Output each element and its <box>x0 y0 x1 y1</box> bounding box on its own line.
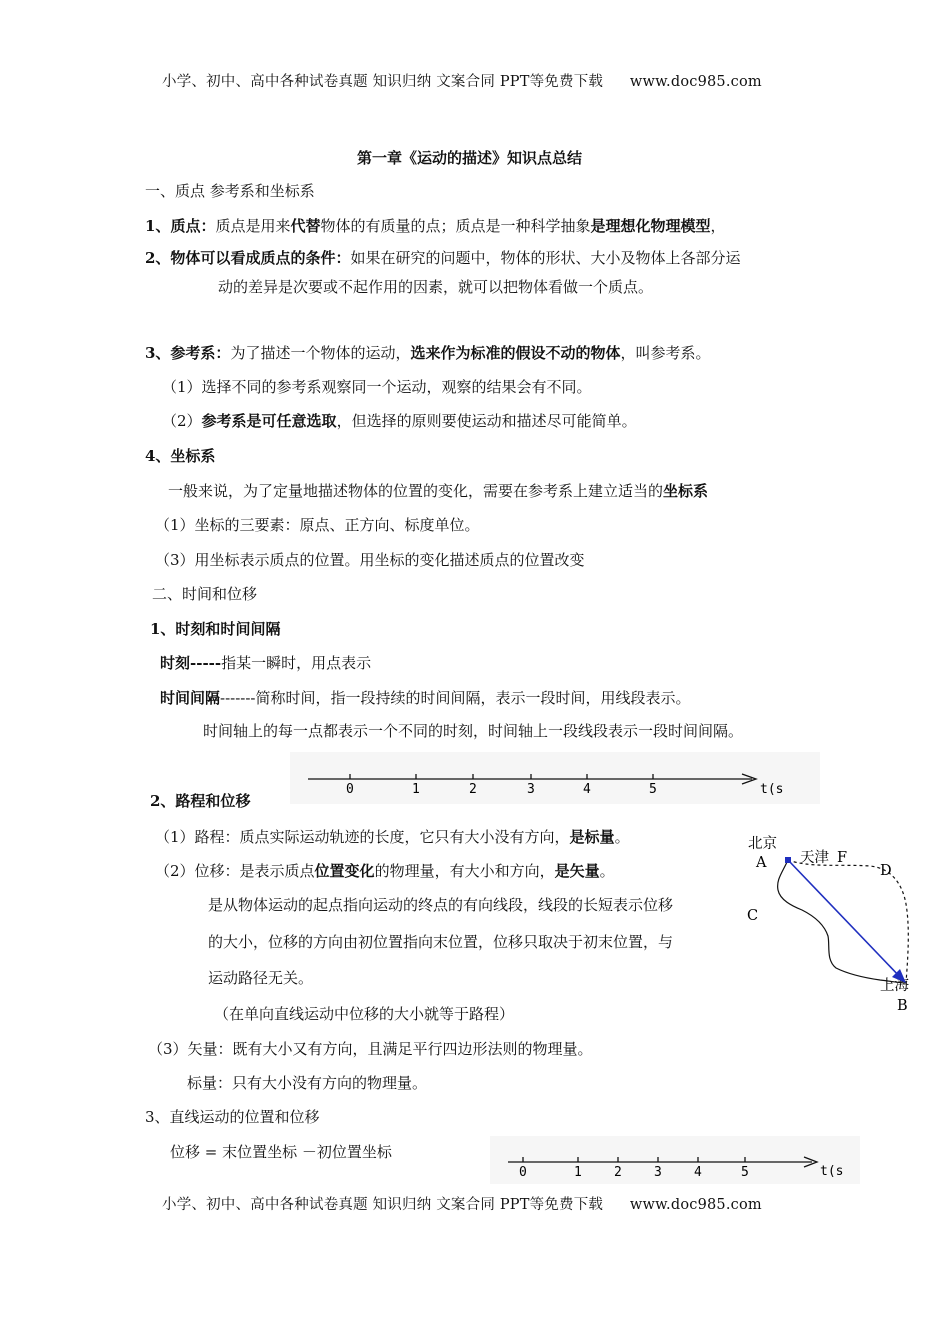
point-4-sub-3: （3）用坐标表示质点的位置。用坐标的变化描述质点的位置改变 <box>155 551 585 569</box>
page-title: 第一章《运动的描述》知识点总结 <box>357 149 583 167</box>
time-axis-2-tick-label-2: 2 <box>614 1165 622 1180</box>
displacement-def: （2）位移：是表示质点位置变化的物理量，有大小和方向，是矢量。 <box>155 862 615 880</box>
displacement-line-3: 运动路径无关。 <box>208 969 314 987</box>
displacement-line-4: （在单向直线运动中位移的大小就等于路程） <box>214 1005 515 1023</box>
line-motion-heading: 3、直线运动的位置和位移 <box>145 1108 320 1126</box>
label-tianjin: 天津 <box>800 850 829 866</box>
time-axis-2-unit: t(s <box>820 1164 844 1179</box>
footer-text: 小学、初中、高中各种试卷真题 知识归纳 文案合同 PPT等免费下载 <box>162 1197 604 1213</box>
time-moment: 时刻-----指某一瞬时，用点表示 <box>160 654 372 672</box>
time-axis-1-tick-label-4: 4 <box>583 782 591 797</box>
point-4-sub-1: （1）坐标的三要素：原点、正方向、标度单位。 <box>155 516 480 534</box>
section-heading-1: 一、质点 参考系和坐标系 <box>145 182 315 200</box>
time-axis-1-tick-label-5: 5 <box>649 782 657 797</box>
time-axis-2-tick-label-3: 3 <box>654 1165 662 1180</box>
section-heading-2: 二、时间和位移 <box>152 585 258 603</box>
point-4-text: 一般来说，为了定量地描述物体的位置的变化，需要在参考系上建立适当的坐标系 <box>168 482 709 500</box>
point-4: 4、坐标系 <box>145 447 216 465</box>
route-diagram <box>740 828 930 1018</box>
point-3-sub-2: （2）参考系是可任意选取，但选择的原则要使运动和描述尽可能简单。 <box>162 412 637 430</box>
time-axis-2-tick-label-0: 0 <box>519 1165 527 1180</box>
time-axis-1 <box>290 752 820 804</box>
time-axis-1-unit: t(s <box>760 782 784 797</box>
point-1: 1、质点：质点是用来代替物体的有质量的点；质点是一种科学抽象是理想化物理模型， <box>145 217 726 235</box>
path-heading: 2、路程和位移 <box>150 792 251 810</box>
label-c: C <box>747 908 759 924</box>
label-f: F <box>837 850 848 866</box>
time-interval: 时间间隔-------简称时间，指一段持续的时间间隔，表示一段时间，用线段表示。 <box>160 689 691 707</box>
label-shanghai: 上海 <box>880 978 909 994</box>
page-header <box>162 70 762 91</box>
header-text: 小学、初中、高中各种试卷真题 知识归纳 文案合同 PPT等免费下载 <box>162 74 604 90</box>
displacement-line-1: 是从物体运动的起点指向运动的终点的有向线段，线段的长短表示位移 <box>208 896 674 914</box>
start-point-marker <box>785 857 791 863</box>
header-url: www.doc985.com <box>629 74 762 90</box>
label-a: A <box>756 855 767 871</box>
time-axis-1-tick-label-0: 0 <box>346 782 354 797</box>
displacement-formula: 位移 = 末位置坐标 －初位置坐标 <box>170 1143 392 1161</box>
point-3: 3、参考系：为了描述一个物体的运动，选来作为标准的假设不动的物体，叫参考系。 <box>145 344 711 362</box>
time-axis-1-shade <box>290 752 820 804</box>
point-3-sub-1: （1）选择不同的参考系观察同一个运动，观察的结果会有不同。 <box>162 378 592 396</box>
footer-url: www.doc985.com <box>629 1197 762 1213</box>
label-b: B <box>897 998 908 1014</box>
time-axis-2-tick-label-5: 5 <box>741 1165 749 1180</box>
time-axis-2-tick-label-1: 1 <box>574 1165 582 1180</box>
point-2: 2、物体可以看成质点的条件：如果在研究的问题中，物体的形状、大小及物体上各部分运 <box>145 249 741 267</box>
scalar-def: 标量：只有大小没有方向的物理量。 <box>187 1074 428 1092</box>
time-heading-1: 1、时刻和时间间隔 <box>150 620 281 638</box>
path-def: （1）路程：质点实际运动轨迹的长度，它只有大小没有方向，是标量。 <box>155 828 630 846</box>
time-axis-note: 时间轴上的每一点都表示一个不同的时刻，时间轴上一段线段表示一段时间间隔。 <box>203 722 744 740</box>
time-axis-1-tick-label-3: 3 <box>527 782 535 797</box>
time-axis-2 <box>490 1136 860 1184</box>
vector-def: （3）矢量：既有大小又有方向，且满足平行四边形法则的物理量。 <box>148 1040 593 1058</box>
time-axis-2-tick-label-4: 4 <box>694 1165 702 1180</box>
displacement-line-2: 的大小，位移的方向由初位置指向末位置，位移只取决于初末位置，与 <box>208 933 674 951</box>
time-axis-2-shade <box>490 1136 860 1184</box>
label-beijing: 北京 <box>748 836 777 852</box>
point-2-cont: 动的差异是次要或不起作用的因素，就可以把物体看做一个质点。 <box>218 278 654 296</box>
label-d: D <box>880 863 892 879</box>
time-axis-1-tick-label-1: 1 <box>412 782 420 797</box>
time-axis-1-tick-label-2: 2 <box>469 782 477 797</box>
page-footer <box>162 1193 762 1214</box>
